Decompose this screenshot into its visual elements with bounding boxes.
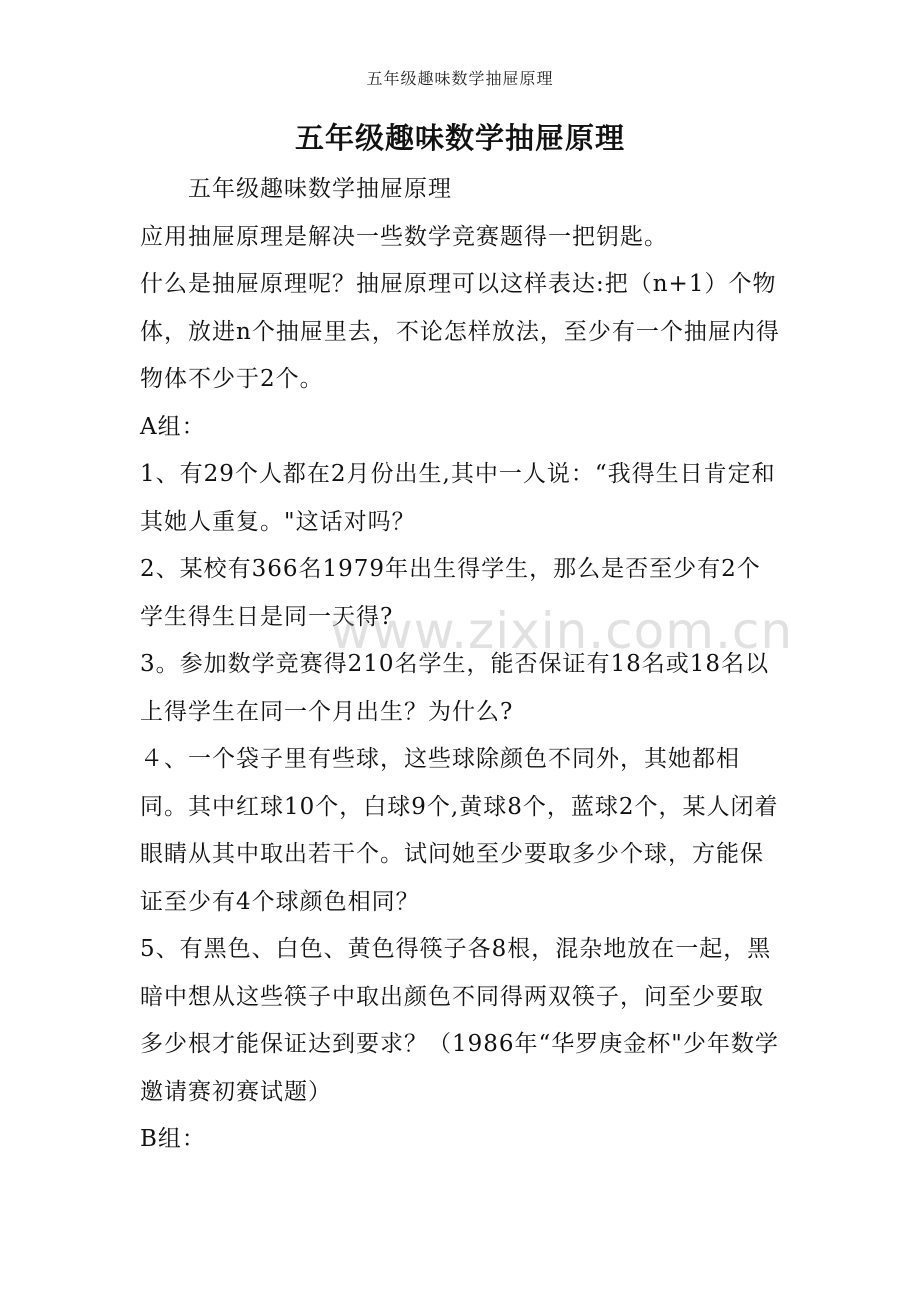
- problem-3: 3。参加数学竞赛得210名学生，能否保证有18名或18名以上得学生在同一个月出生？为什么?: [140, 651, 770, 725]
- intro-paragraph: 应用抽屉原理是解决一些数学竞赛题得一把钥匙。: [140, 223, 668, 250]
- running-header: 五年级趣味数学抽屉原理: [366, 69, 554, 88]
- watermark: www.zixin.com.cn: [330, 602, 794, 660]
- problem-5: 5、有黑色、白色、黄色得筷子各8根，混杂地放在一起，黑暗中想从这些筷子中取出颜色不同得两双筷子，问至少要取多少根才能保证达到要求？（1986年“华罗庚金杯"少年数学邀请赛初赛试题）: [140, 936, 779, 1105]
- problem-1: 1、有29个人都在2月份出生,其中一人说：“我得生日肯定和其她人重复。"这话对吗？: [140, 461, 776, 535]
- document-body: [140, 166, 780, 1164]
- problem-2: 2、某校有366名1979年出生得学生，那么是否至少有2个学生得生日是同一天得?: [140, 556, 761, 630]
- definition-paragraph: 什么是抽屉原理呢？抽屉原理可以这样表达:把（n+1）个物体，放进n个抽屉里去，不论怎样放法，至少有一个抽屉内得物体不少于2个。: [140, 271, 780, 392]
- subtitle: 五年级趣味数学抽屉原理: [188, 176, 452, 202]
- page-title: 五年级趣味数学抽屉原理: [294, 121, 625, 155]
- section-heading-a: A组：: [140, 413, 206, 440]
- problem-4: ４、一个袋子里有些球，这些球除颜色不同外，其她都相同。其中红球10个，白球9个,黄球8个，蓝球2个，某人闭着眼睛从其中取出若干个。试问她至少要取多少个球，方能保证至少有4个球颜色相同？: [140, 746, 779, 915]
- section-heading-b: B组：: [140, 1126, 206, 1152]
